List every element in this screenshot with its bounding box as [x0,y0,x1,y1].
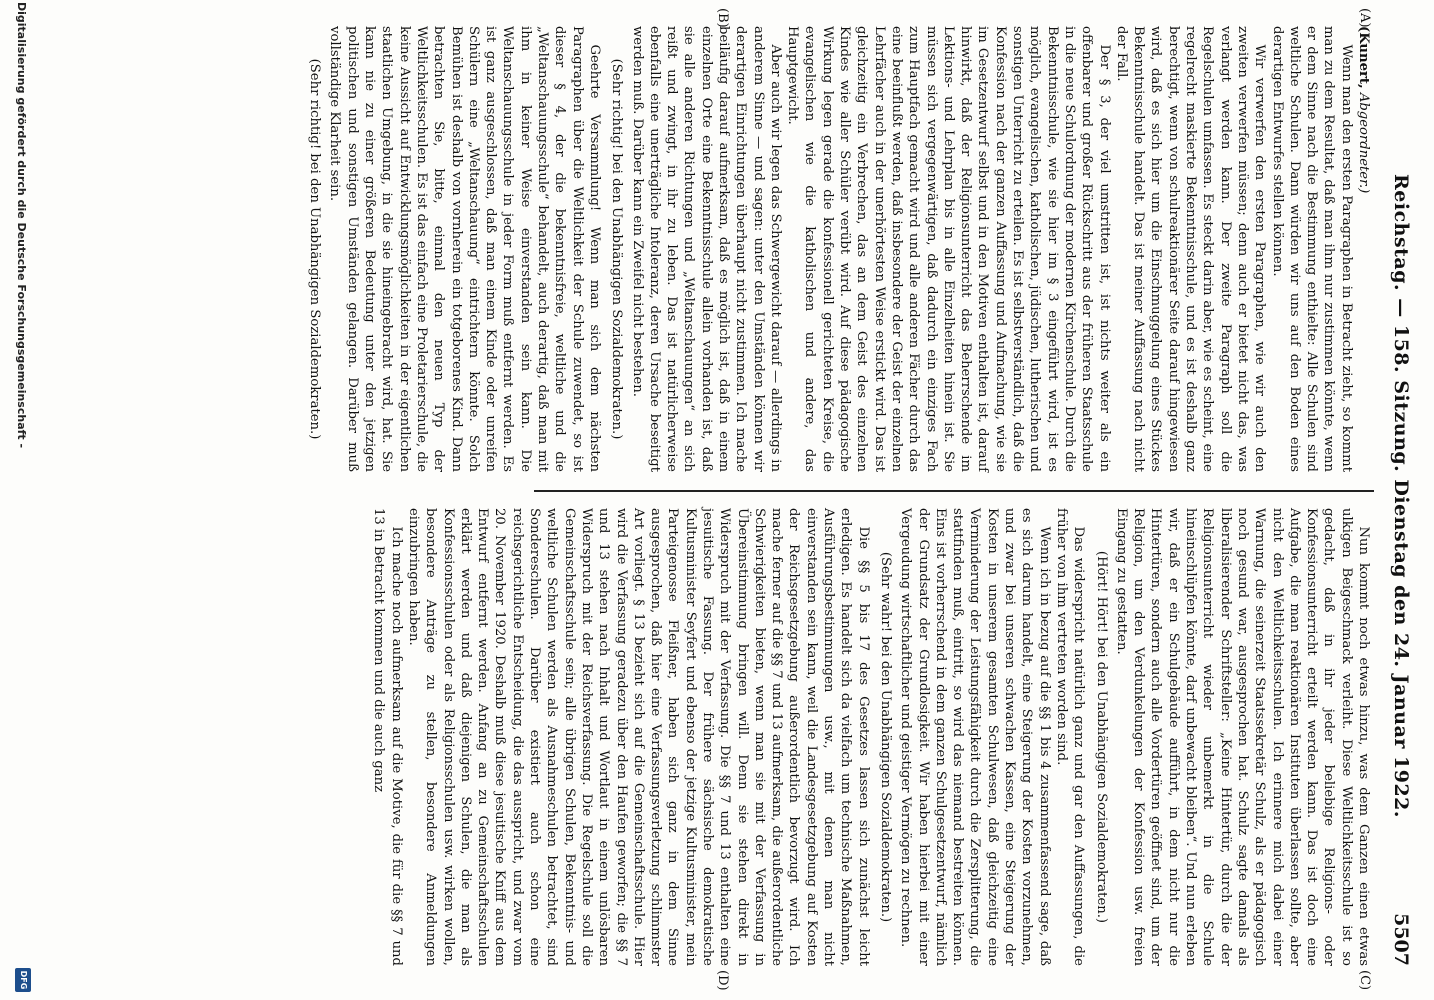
speaker-attribution [1355,26,1372,472]
right-paragraph-2: Das widerspricht natürlich ganz und gar den Auffassungen, die früher von ihm vertreten worden sind. [1053,508,1087,966]
left-paragraph-4: Aber auch wir legen das Schwergewicht darauf — allerdings in anderem Sinne — und sagen: unter den Umständen können wir derartigen Einrichtungen überhaupt nicht zustimmen. Ich mache beiläufig darauf aufmerksam, daß es möglich ist, daß in einem einzelnen Orte eine Bekenntnisschule allein vorhanden ist, daß sie alle anderen Richtungen und „Weltanschauungen“ an sich reißt und zwingt, in ihr zu leben. Das ist natürlicherweise ebenfalls eine unerträgliche Intoleranz, deren Ursache beseitigt werden muß. Darüber kann ein Zweifel nicht bestehen. [629,26,783,472]
marker-d: (D) [715,970,730,991]
right-paragraph-1: Nun kommt noch etwas hinzu, was dem Ganzen einen etwas ulkigen Beigeschmack verleiht. Diese Weltlichkeitsschule ist so gedacht, daß in ihr jeder beliebige Religions- oder Konfessionsunterricht erteilt werden kann. Das ist doch eine Aufgabe, die man reaktionären Instituten überlassen sollte, aber nicht den Weltlichkeitsschulen. Ich erinnere mich dabei einer Warnung, die seinerzeit Staatssekretär Schulz, als er pädagogisch noch gesund war, ausgesprochen hat. Schulz sagte damals als liberalisierender Schriftsteller: „Keine Hintertür, durch die der Religionsunterricht wieder unbemerkt in die Schule hineinschlüpfen könnte, darf unbewacht bleiben“. Und nun erleben wir, daß er ein Schulgebäude aufführt, in dem nicht nur die Hintertüren, sondern auch alle Vordertüren geöffnet sind, um der Religion, um den Verdunkelungen der Konfession usw. freien Eingang zu gestatten. [1113,508,1371,966]
left-paragraph-5: Geehrte Versammlung! Wenn man sich dem nächsten Paragraphen über die Weltlichkeit der Schule zuwendet, so ist dieser § 4, der die bekenntnisfreie, weltliche und die „Weltanschauungsschule“ behandelt, auch derartig, daß man mit ihm in keiner Weise einverstanden sein kann. Die Weltanschauungsschule in jeder Form muß entfernt werden. Es ist ganz ausgeschlossen, daß man einem Kinde oder unreifen Schülern eine „Weltanschauung“ eintrichtern könnte. Solch Bemühen ist deshalb von vornherein ein totgeborenes Kind. Dann betrachten Sie, bitte, einmal den neuen Typ der Weltlichkeitsschulen. Es ist das einfach eine Proletarierschule, die keine Aussicht auf Entwicklungsmöglichkeiten in der eigentlichen staatlichen Umgebung, in die sie hineingebracht wird, hat. Sie kann nie zu einer größeren Bedeutung unter den jetzigen politischen und sonstigen Umständen gelangen. Darüber muß vollständige Klarheit sein. [327,26,602,472]
left-interjection-1: (Sehr richtig! bei den Unabhängigen Sozialdemokraten.) [609,58,625,440]
speaker-name: (Kunert, [1356,26,1371,89]
right-column [370,508,1372,966]
column-divider [534,490,1374,492]
marker-a: (A) [1357,8,1372,28]
left-interjection-2: (Sehr richtig! bei den Unabhängigen Sozialdemokraten.) [307,58,323,440]
page-number: 5507 [1390,913,1412,966]
left-paragraph-1: Wenn man den ersten Paragraphen in Betracht zieht, so kommt man zu dem Resultat, daß man ihm nur zustimmen könnte, wenn er dem Sinne nach die Bestimmung enthielte: Alle Schulen sind weltliche Schulen. Dann würden wir uns auf den Boden eines derartigen Entwurfes stellen können. [1269,26,1354,472]
dfg-logo: DFG [15,968,31,992]
page-title: Reichstag. — 158. Sitzung. Dienstag den 24. Januar 1922. [1390,173,1412,819]
marker-b: (B) [715,8,730,28]
marker-c: (C) [1357,970,1372,991]
footer-credit: Digitalisierung gefördert durch die Deutsche Forschungsgemeinschaft - [15,2,28,449]
right-interjection-2: (Sehr wahr! bei den Unabhängigen Sozialdemokraten.) [877,551,893,923]
right-interjection-1: (Hört! Hört! bei den Unabhängigen Sozialdemokraten.) [1093,550,1109,924]
speaker-role: Abgeordneter.) [1356,92,1371,194]
right-paragraph-4: Die §§ 5 bis 17 des Gesetzes lassen sich zunächst leicht erledigen. Es handelt sich da vielfach um technische Maßnahmen, Ausführungsbestimmungen usw., mit denen man nicht einverstanden sein kann, weil die Landesgesetzgebung auf Kosten der Reichsgesetzgebung außerordentlich bevorzugt wird. Ich mache ferner auf die §§ 7 und 13 aufmerksam, die außerordentliche Schwierigkeiten bieten, wenn man sie mit der Verfassung in Übereinstimmung bringen will. Denn sie stehen direkt in Widerspruch mit der Verfassung. Die §§ 7 und 13 enthalten eine jesuitische Fassung. Der frühere sächsische demokratische Kultusminister Seyfert und ebenso der jetzige Kultusminister, mein Parteigenosse Fleißner, haben sich ganz in dem Sinne ausgesprochen, daß hier eine Verfassungsverletzung schlimmster Art vorliegt. § 13 bezieht sich auf die Gemeinschaftsschule. Hier wird die Verfassung geradezu über den Haufen geworfen; die §§ 7 und 13 stehen nach Inhalt und Wortlaut in einem unlösbaren Widerspruch mit der Reichsverfassung. Die Regelschule soll die Gemeinschaftsschule sein; alle übrigen Schulen, Bekenntnis- und weltliche Schulen werden als Ausnahmeschulen betrachtet, sind Sondereschulen. Darüber existiert auch schon eine reichsgerichtliche Entscheidung, die das ausspricht, und zwar vom 20. November 1920. Deshalb muß diese jesuitische Kniff aus dem Entwurf entfernt werden. Anfang an zu Gemeinschaftsschulen erklärt werden und daß diejenigen Schulen, die man als Konfessionsschulen oder als Religionsschulen usw. wirken wollen, besondere Anträge zu stellen, besondere Anmeldungen einzubringen haben. [405,508,871,966]
digitization-footer [0,0,34,1000]
left-paragraph-2: Wir verwerfen den ersten Paragraphen, wie wir auch den zweiten verwerfen müssen; denn auch er bietet nicht das, was verlangt werden kann. Der zweite Paragraph soll die Regelschulen umfassen. Es steckt darin aber, wie es scheint, eine regelrecht maskierte Bekenntnisschule, und es ist deshalb ganz berechtigt, wenn von schulreaktionärer Seite darauf hingewiesen wird, daß es sich hier um die Einschmuggelung eines Stückes Bekenntnisschule handelt. Das ist meiner Auffassung nach nicht der Fall. [1113,26,1268,472]
right-paragraph-5: Ich mache noch aufmerksam auf die Motive, die für die §§ 7 und 13 in Betracht kommen und die auch ganz [371,508,404,966]
left-column [301,26,1372,472]
right-paragraph-3: Wenn ich in bezug auf die §§ 1 bis 4 zusammenfassend sage, daß es sich darum handelt, eine Steigerung der Kosten vorzunehmen, und zwar bei unseren schwachen Kassen, eine Steigerung der Kosten in unserem gesamten Schulwesen, daß gleichzeitig eine Verminderung der Leistungsfähigkeit durch die Zersplitterung, die stattfinden muß, eintritt, so wird das niemand bestreiten können. Eins ist vorherrschend in dem ganzen Schulgesetzentwurf, nämlich der Grundsatz der Grundlosigkeit. Wir haben hierbei mit einer Vergeudung wirtschaftlicher und geistiger Vermögen zu rechnen. [898,508,1052,966]
page-header [1376,26,1416,966]
left-paragraph-3: Der § 3, der viel umstritten ist, ist nichts weiter als ein offenbarer und großer Rückschritt aus der früheren Staatsschule in die neue Schulordnung der modernen Kirchenschule. Durch die Bekenntnisschule, wie sie hier im § 3 eingeführt wird, ist es möglich, evangelischen, katholischen, jüdischen, lutherischen und sonstigen Unterricht zu erteilen. Es ist selbstverständlich, daß die Konfession nach der ganzen Auffassung und Aufmachung, wie sie im Gesetzentwurf selbst und in den Motiven enthalten ist, darauf hinwirkt, daß der Religionsunterricht das Beherrschende im Lektions- und Lehrplan bis in alle Einzelheiten hinein ist. Sie müssen sich vergegenwärtigen, daß dadurch ein einziges Fach zum Hauptfach gemacht wird und alle anderen Fächer durch das eine beeinflußt werden, daß insbesondere der Geist der einzelnen Lehrfächer auch in der unerhörtesten Weise erstickt wird. Das ist gleichzeitig ein Verbrechen, das an dem Geist des einzelnen Kindes wie aller Schüler verübt wird. Auf diese pädagogische Wirkung legen gerade die konfessionell gerichteten Kreise, die evangelischen wie die katholischen und andere, das Hauptgewicht. [785,26,1112,472]
